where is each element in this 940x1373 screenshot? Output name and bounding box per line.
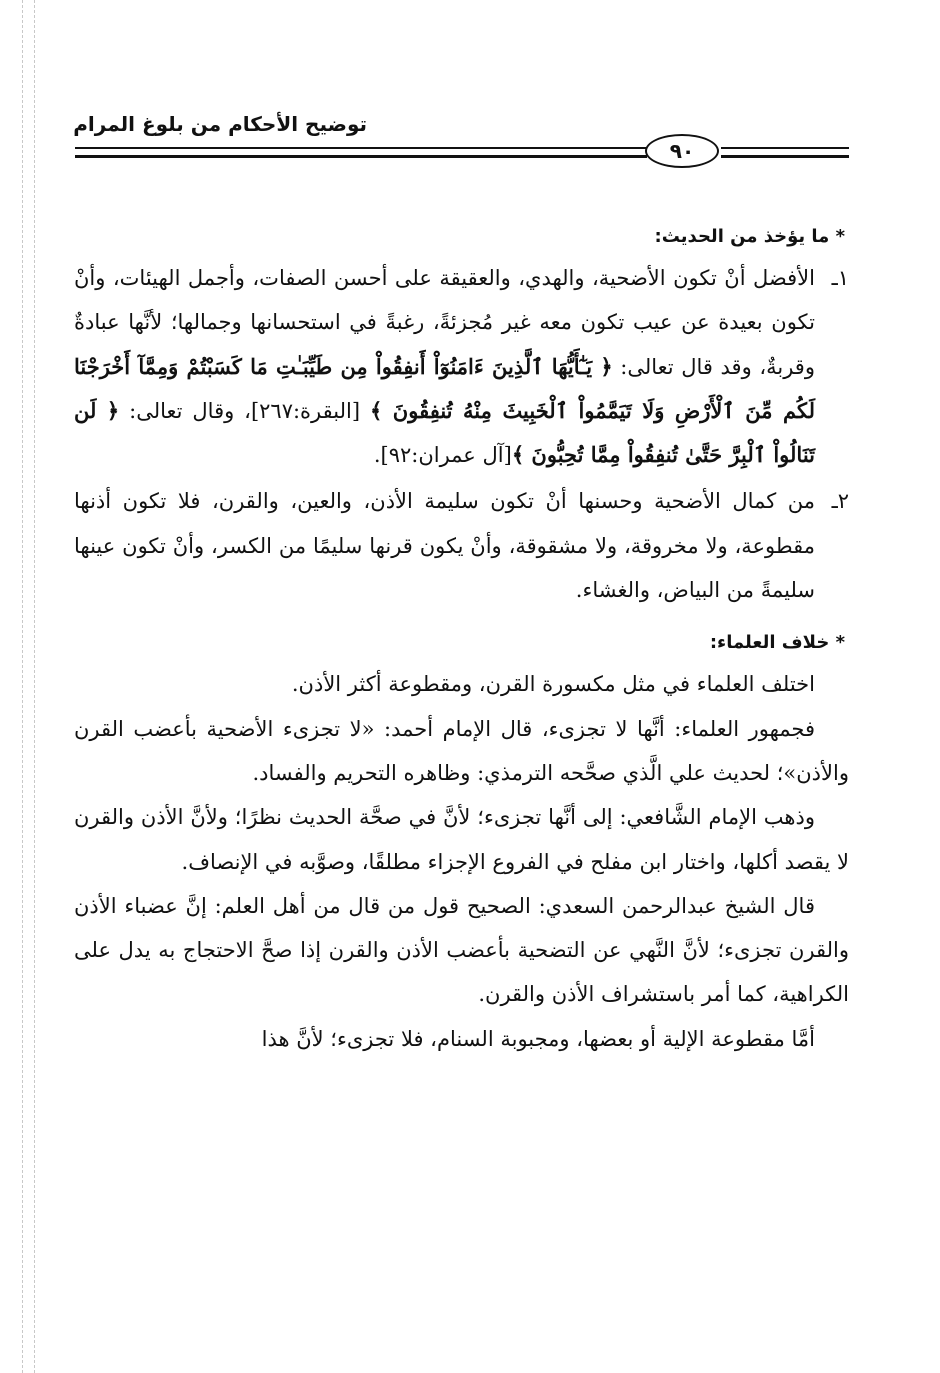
page-number: ٩٠ xyxy=(645,134,719,168)
quran-verse: ﴿ لَن تَنَالُواْ ٱلْبِرَّ حَتَّىٰ تُنفِقُواْ مِمَّا تُحِبُّونَ ﴾ xyxy=(74,397,815,468)
list-item-text: [البقرة:٢٦٧]، وقال تعالى: xyxy=(119,398,370,423)
scan-edge-line xyxy=(22,0,24,1373)
list-item-number: ٢ـ xyxy=(831,489,849,514)
list-item-number: ١ـ xyxy=(831,266,849,290)
paragraph: فجمهور العلماء: أنَّها لا تجزىء، قال الإمام أحمد: «لا تجزىء الأضحية بأعضب القرن والأذن»؛ لحديث علي الَّذي صحَّحه الترمذي: وظاهره التحريم والفساد. xyxy=(74,716,849,785)
scan-edge-line xyxy=(34,0,36,1373)
header-rule xyxy=(75,155,647,158)
header-rule xyxy=(721,155,849,158)
paragraph: اختلف العلماء في مثل مكسورة القرن، ومقطوعة أكثر الأذن. xyxy=(291,672,815,697)
paragraph: أمَّا مقطوعة الإلية أو بعضها، ومجبوبة السنام، فلا تجزىء؛ لأنَّ هذا xyxy=(261,1026,815,1051)
header-rule xyxy=(721,147,849,149)
section-heading-scholars-disagreement: * خلاف العلماء: xyxy=(709,632,845,654)
list-item xyxy=(74,256,849,477)
section-heading-lessons: * ما يؤخذ من الحديث: xyxy=(654,226,845,247)
paragraph: وذهب الإمام الشَّافعي: إلى أنَّها تجزىء؛ لأنَّ في صحَّة الحديث نظرًا؛ ولأنَّ الأذن والقرن لا يقصد أكلها، واختار ابن مفلح في الفروع الإجزاء مطلقًا، وصوَّبه في الإنصاف. xyxy=(74,805,849,874)
running-header-title: توضيح الأحكام من بلوغ المرام xyxy=(73,112,367,136)
list-item-text: الأفضل أنْ تكون الأضحية، والهدي، والعقيقة على أحسن الصفات، وأجمل الهيئات، وأنْ تكون بعيدة عن عيب تكون معه غير مُجزئةً، رغبةً في استحسانها وجمالها؛ لأنَّها عبادةٌ وقربةٌ، وقد قال تعالى: xyxy=(74,266,815,379)
list-item-text: من كمال الأضحية وحسنها أنْ تكون سليمة الأذن، والعين، والقرن، فلا تكون أذنها مقطوعة، ولا مخروقة، ولا مشقوقة، وأنْ يكون قرنها سليمًا من الكسر، وأنْ تكون عينها سليمةً من البياض، والغشاء. xyxy=(74,489,815,603)
verse-citation: [آل عمران:٩٢]. xyxy=(373,443,512,468)
paragraph: قال الشيخ عبدالرحمن السعدي: الصحيح قول من قال من أهل العلم: إنَّ عضباء الأذن والقرن تجزىء؛ لأنَّ النَّهي عن التضحية بأعضب الأذن والقرن إذا صحَّ الاحتجاج به يدل على الكراهية، كما أمر باستشراف الأذن والقرن. xyxy=(74,893,849,1007)
list-item xyxy=(74,479,849,612)
page-body xyxy=(74,218,849,1061)
quran-verse: ﴿ يَـٰٓأَيُّهَا ٱلَّذِينَ ءَامَنُوٓاْ أَنفِقُواْ مِن طَيِّبَـٰتِ مَا كَسَبْتُمْ وَمِمَّآ أَخْرَجْنَا لَكُم مِّنَ ٱلْأَرْضِ وَلَا تَيَمَّمُواْ ٱلْخَبِيثَ مِنْهُ تُنفِقُونَ ﴾ xyxy=(74,353,816,423)
header-rule xyxy=(75,147,647,149)
